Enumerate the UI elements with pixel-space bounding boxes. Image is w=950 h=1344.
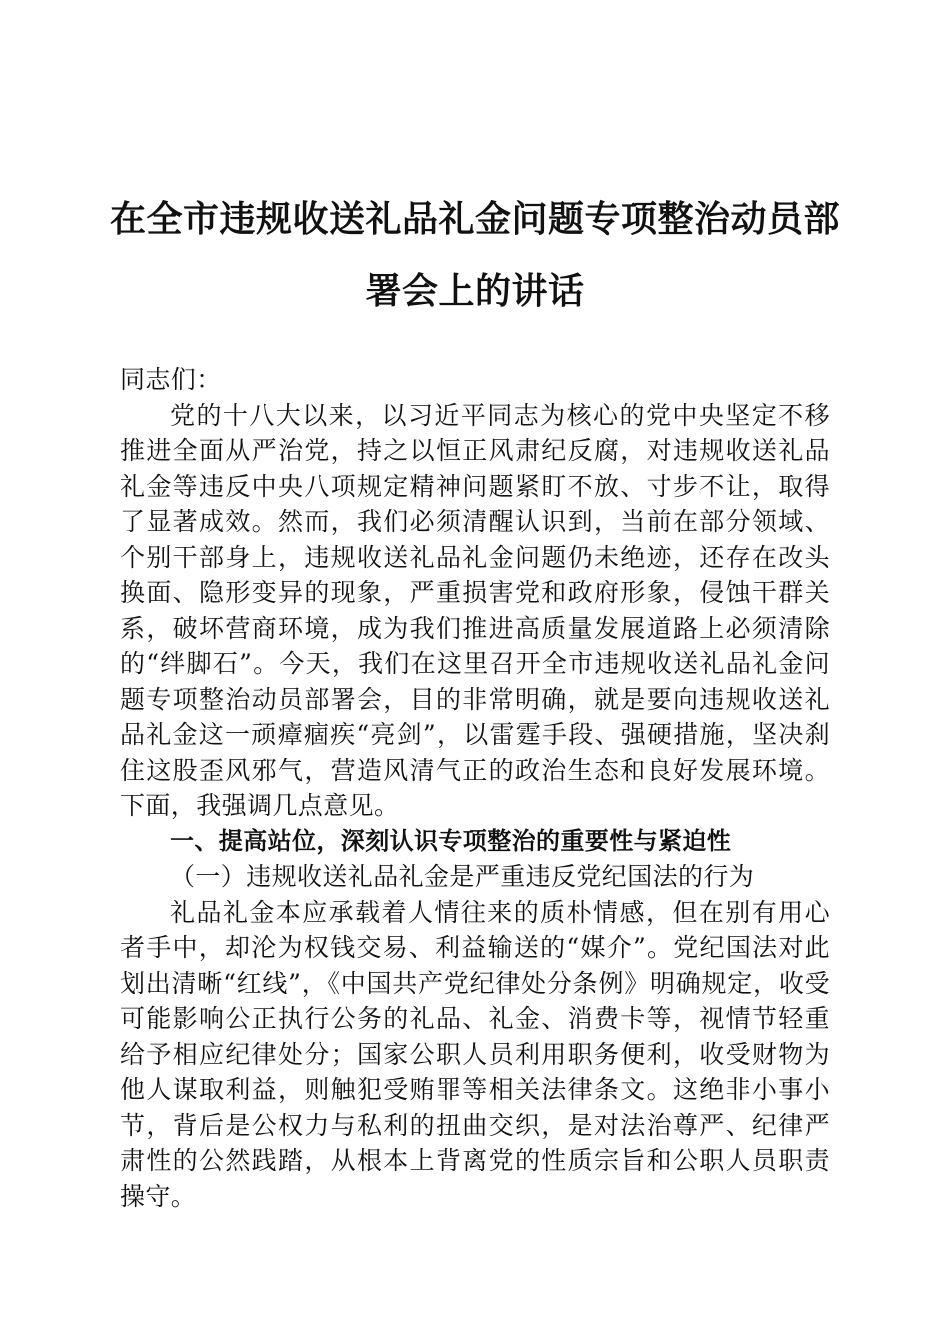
paragraph-intro: 党的十八大以来，以习近平同志为核心的党中央坚定不移推进全面从严治党，持之以恒正风肃纪反腐，对违规收送礼品礼金等违反中央八项规定精神问题紧盯不放、寸步不让，取得了显著成效。然而，我们必须清醒认识到，当前在部分领域、个别干部身上，违规收送礼品礼金问题仍未绝迹，还存在改头换面、隐形变异的现象，严重损害党和政府形象，侵蚀干群关系，破坏营商环境，成为我们推进高质量发展道路上必须清除的“绊脚石”。今天，我们在这里召开全市违规收送礼品礼金问题专项整治动员部署会，目的非常明确，就是要向违规收送礼品礼金这一顽瘴痼疾“亮剑”，以雷霆手段、强硬措施，坚决刹住这股歪风邪气，营造风清气正的政治生态和良好发展环境。下面，我强调几点意见。	[120, 400, 830, 820]
section-heading-1: 一、提高站位，深刻认识专项整治的重要性与紧迫性	[170, 826, 732, 855]
document-title-line-2: 署会上的讲话	[365, 270, 585, 312]
subsection-heading-1: （一）违规收送礼品礼金是严重违反党纪国法的行为	[170, 862, 755, 891]
paragraph-section-1: 礼品礼金本应承载着人情往来的质朴情感，但在别有用心者手中，却沦为权钱交易、利益输送的“媒介”。党纪国法对此划出清晰“红线”，《中国共产党纪律处分条例》明确规定，收受可能影响公正执行公务的礼品、礼金、消费卡等，视情节轻重给予相应纪律处分；国家公职人员利用职务便利，收受财物为他人谋取利益，则触犯受贿罪等相关法律条文。这绝非小事小节，背后是公权力与私利的扭曲交织，是对法治尊严、纪律严肃性的公然践踏，从根本上背离党的性质宗旨和公职人员职责操守。	[120, 897, 830, 1211]
document-title-line-1: 在全市违规收送礼品礼金问题专项整治动员部	[109, 198, 840, 240]
salutation: 同志们：	[120, 365, 222, 394]
document-body	[120, 362, 830, 1214]
